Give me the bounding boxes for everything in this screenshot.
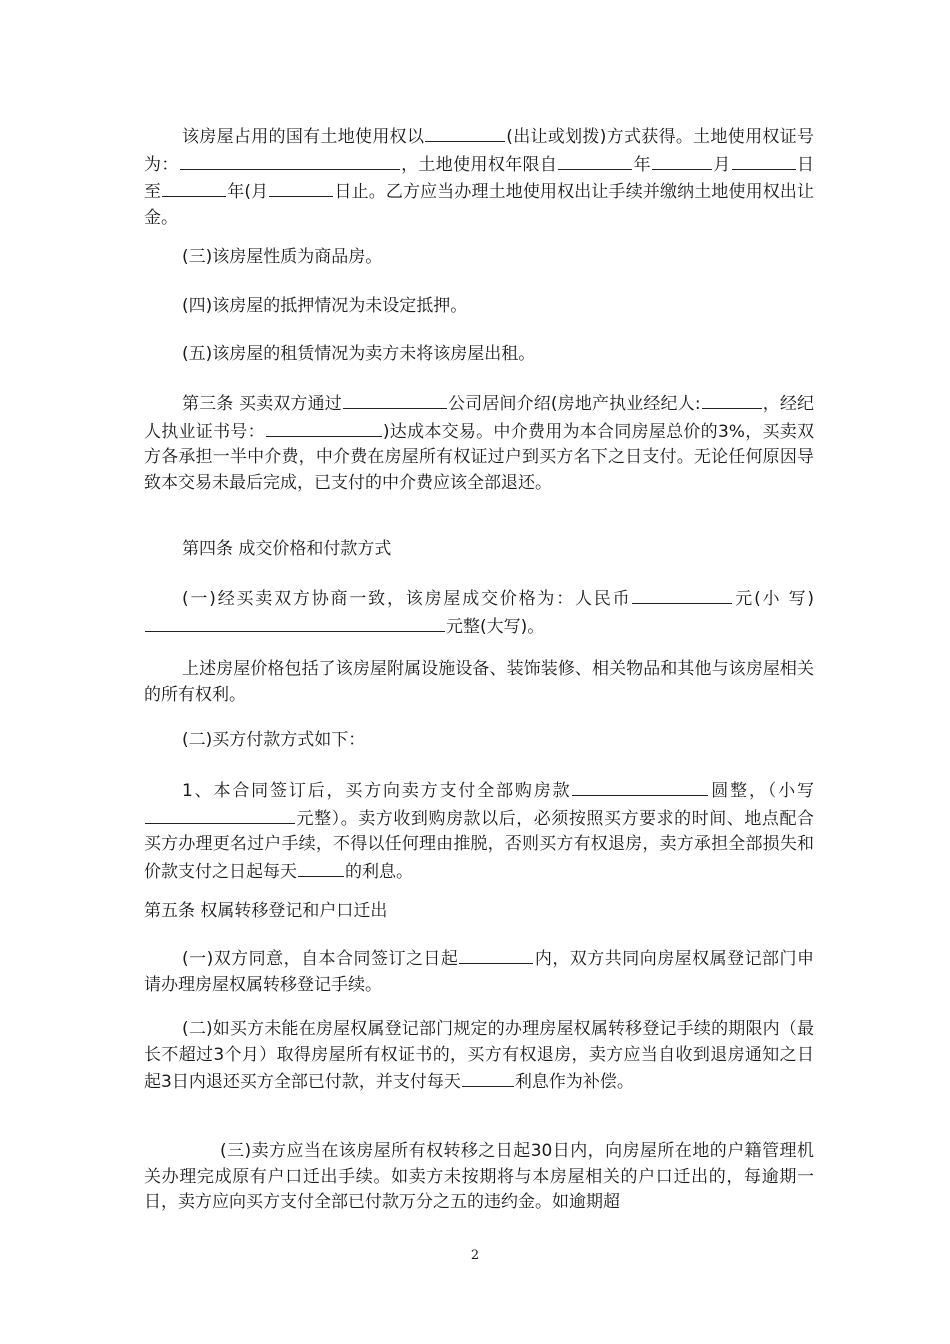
blank-field[interactable] <box>269 178 333 197</box>
text: 第三条 买卖双方通过 <box>182 394 342 414</box>
paragraph-price <box>144 585 814 640</box>
text: (二)如买方未能在房屋权属登记部门规定的办理房屋权属转移登记手续的期限内（最长不超过3个月）取得房屋所有权证书的，买方有权退房，卖方应当自收到退房通知之日起3日内退还买方全部已付款，并支付每天 <box>144 1019 814 1092</box>
text: 年(月 <box>227 182 269 202</box>
text: )达成本交易。中介费用为本合同房屋总价的3%，买卖双方各承担一半中介费，中介费在房屋所有权证过户到买方名下之日支付。无论任何原因导致本交易未最后完成，已支付的中介费应该全部退还。 <box>144 421 815 493</box>
paragraph-payment-method: (二)买方付款方式如下： <box>182 730 366 750</box>
blank-field[interactable] <box>702 390 762 409</box>
paragraph-price-includes: 上述房屋价格包括了该房屋附属设施设备、装饰装修、相关物品和其他与该房屋相关的所有权利。 <box>144 659 814 705</box>
blank-field[interactable] <box>145 613 445 632</box>
text: 元(小 写) <box>733 589 815 609</box>
heading-article-4: 第四条 成交价格和付款方式 <box>182 539 392 559</box>
text: 元整(大写)。 <box>446 616 545 637</box>
text: 的利息。 <box>345 861 413 882</box>
heading-article-5: 第五条 权属转移登记和户口迁出 <box>144 901 388 921</box>
blank-field[interactable] <box>162 178 226 197</box>
text: 月 <box>712 154 731 175</box>
paragraph-transfer-1 <box>144 945 814 998</box>
blank-field[interactable] <box>732 151 796 170</box>
page-number: 2 <box>470 1248 480 1263</box>
paragraph-lease: (五)该房屋的租赁情况为卖方未将该房屋出租。 <box>182 344 536 364</box>
blank-field[interactable] <box>459 945 533 964</box>
text: 年 <box>633 154 651 175</box>
blank-field[interactable] <box>462 1068 514 1087</box>
text: 1、本合同签订后，买方向卖方支付全部购房款 <box>182 781 572 801</box>
text: 元整）。卖方收到购房款以后，必须按照买方要求的时间、地点配合买方办理更名过户手续，不得以任何理由推脱，否则买方有权退房，卖方承担全部损失和价款支付之日起每天 <box>144 808 814 882</box>
paragraph-property-nature: (三)该房屋性质为商品房。 <box>182 247 383 267</box>
blank-field[interactable] <box>632 585 732 604</box>
blank-field[interactable] <box>558 151 632 170</box>
blank-field[interactable] <box>266 418 382 437</box>
text: 该房屋占用的国有土地使用权以 <box>182 127 425 147</box>
text: (出让或划拨)方式获得。土地使用权证号为： <box>144 127 815 175</box>
blank-field[interactable] <box>145 805 295 824</box>
text: (一)双方同意，自本合同签订之日起 <box>182 949 459 969</box>
text: 利息作为补偿。 <box>514 1072 634 1092</box>
blank-field[interactable] <box>343 390 447 409</box>
blank-field[interactable] <box>572 777 708 796</box>
text: 内，双方共同向房屋权属登记部门申请办理房屋权属转移登记手续。 <box>144 949 815 995</box>
blank-field[interactable] <box>298 858 344 877</box>
paragraph-land-use <box>144 123 814 231</box>
blank-field[interactable] <box>180 151 400 170</box>
paragraph-payment-1 <box>144 777 814 885</box>
text: (一)经买卖双方协商一致，该房屋成交价格为：人民币 <box>182 589 632 609</box>
paragraph-mortgage: (四)该房屋的抵押情况为未设定抵押。 <box>182 296 468 316</box>
text: ，经纪人执业证书号： <box>144 394 815 442</box>
blank-field[interactable] <box>652 151 712 170</box>
paragraph-household-registration: (三)卖方应当在该房屋所有权转移之日起30日内，向房屋所在地的户籍管理机关办理完成原有户口迁出手续。如卖方未按期将与本房屋相关的户口迁出的，每逾期一日，卖方应向买方支付全部已付款万分之五的违约金。如逾期超 <box>144 1141 814 1212</box>
paragraph-article-3 <box>144 390 814 496</box>
blank-field[interactable] <box>425 123 505 142</box>
text: 公司居间介绍(房地产执业经纪人: <box>447 394 701 414</box>
text: ，土地使用权年限自 <box>400 154 558 175</box>
paragraph-transfer-2 <box>144 1017 814 1096</box>
text: 圆整，（小写 <box>709 781 814 801</box>
text: 日止。乙方应当办理土地使用权出让手续并缴纳土地使用权出让金。 <box>144 182 815 228</box>
text: 日至 <box>144 154 815 202</box>
